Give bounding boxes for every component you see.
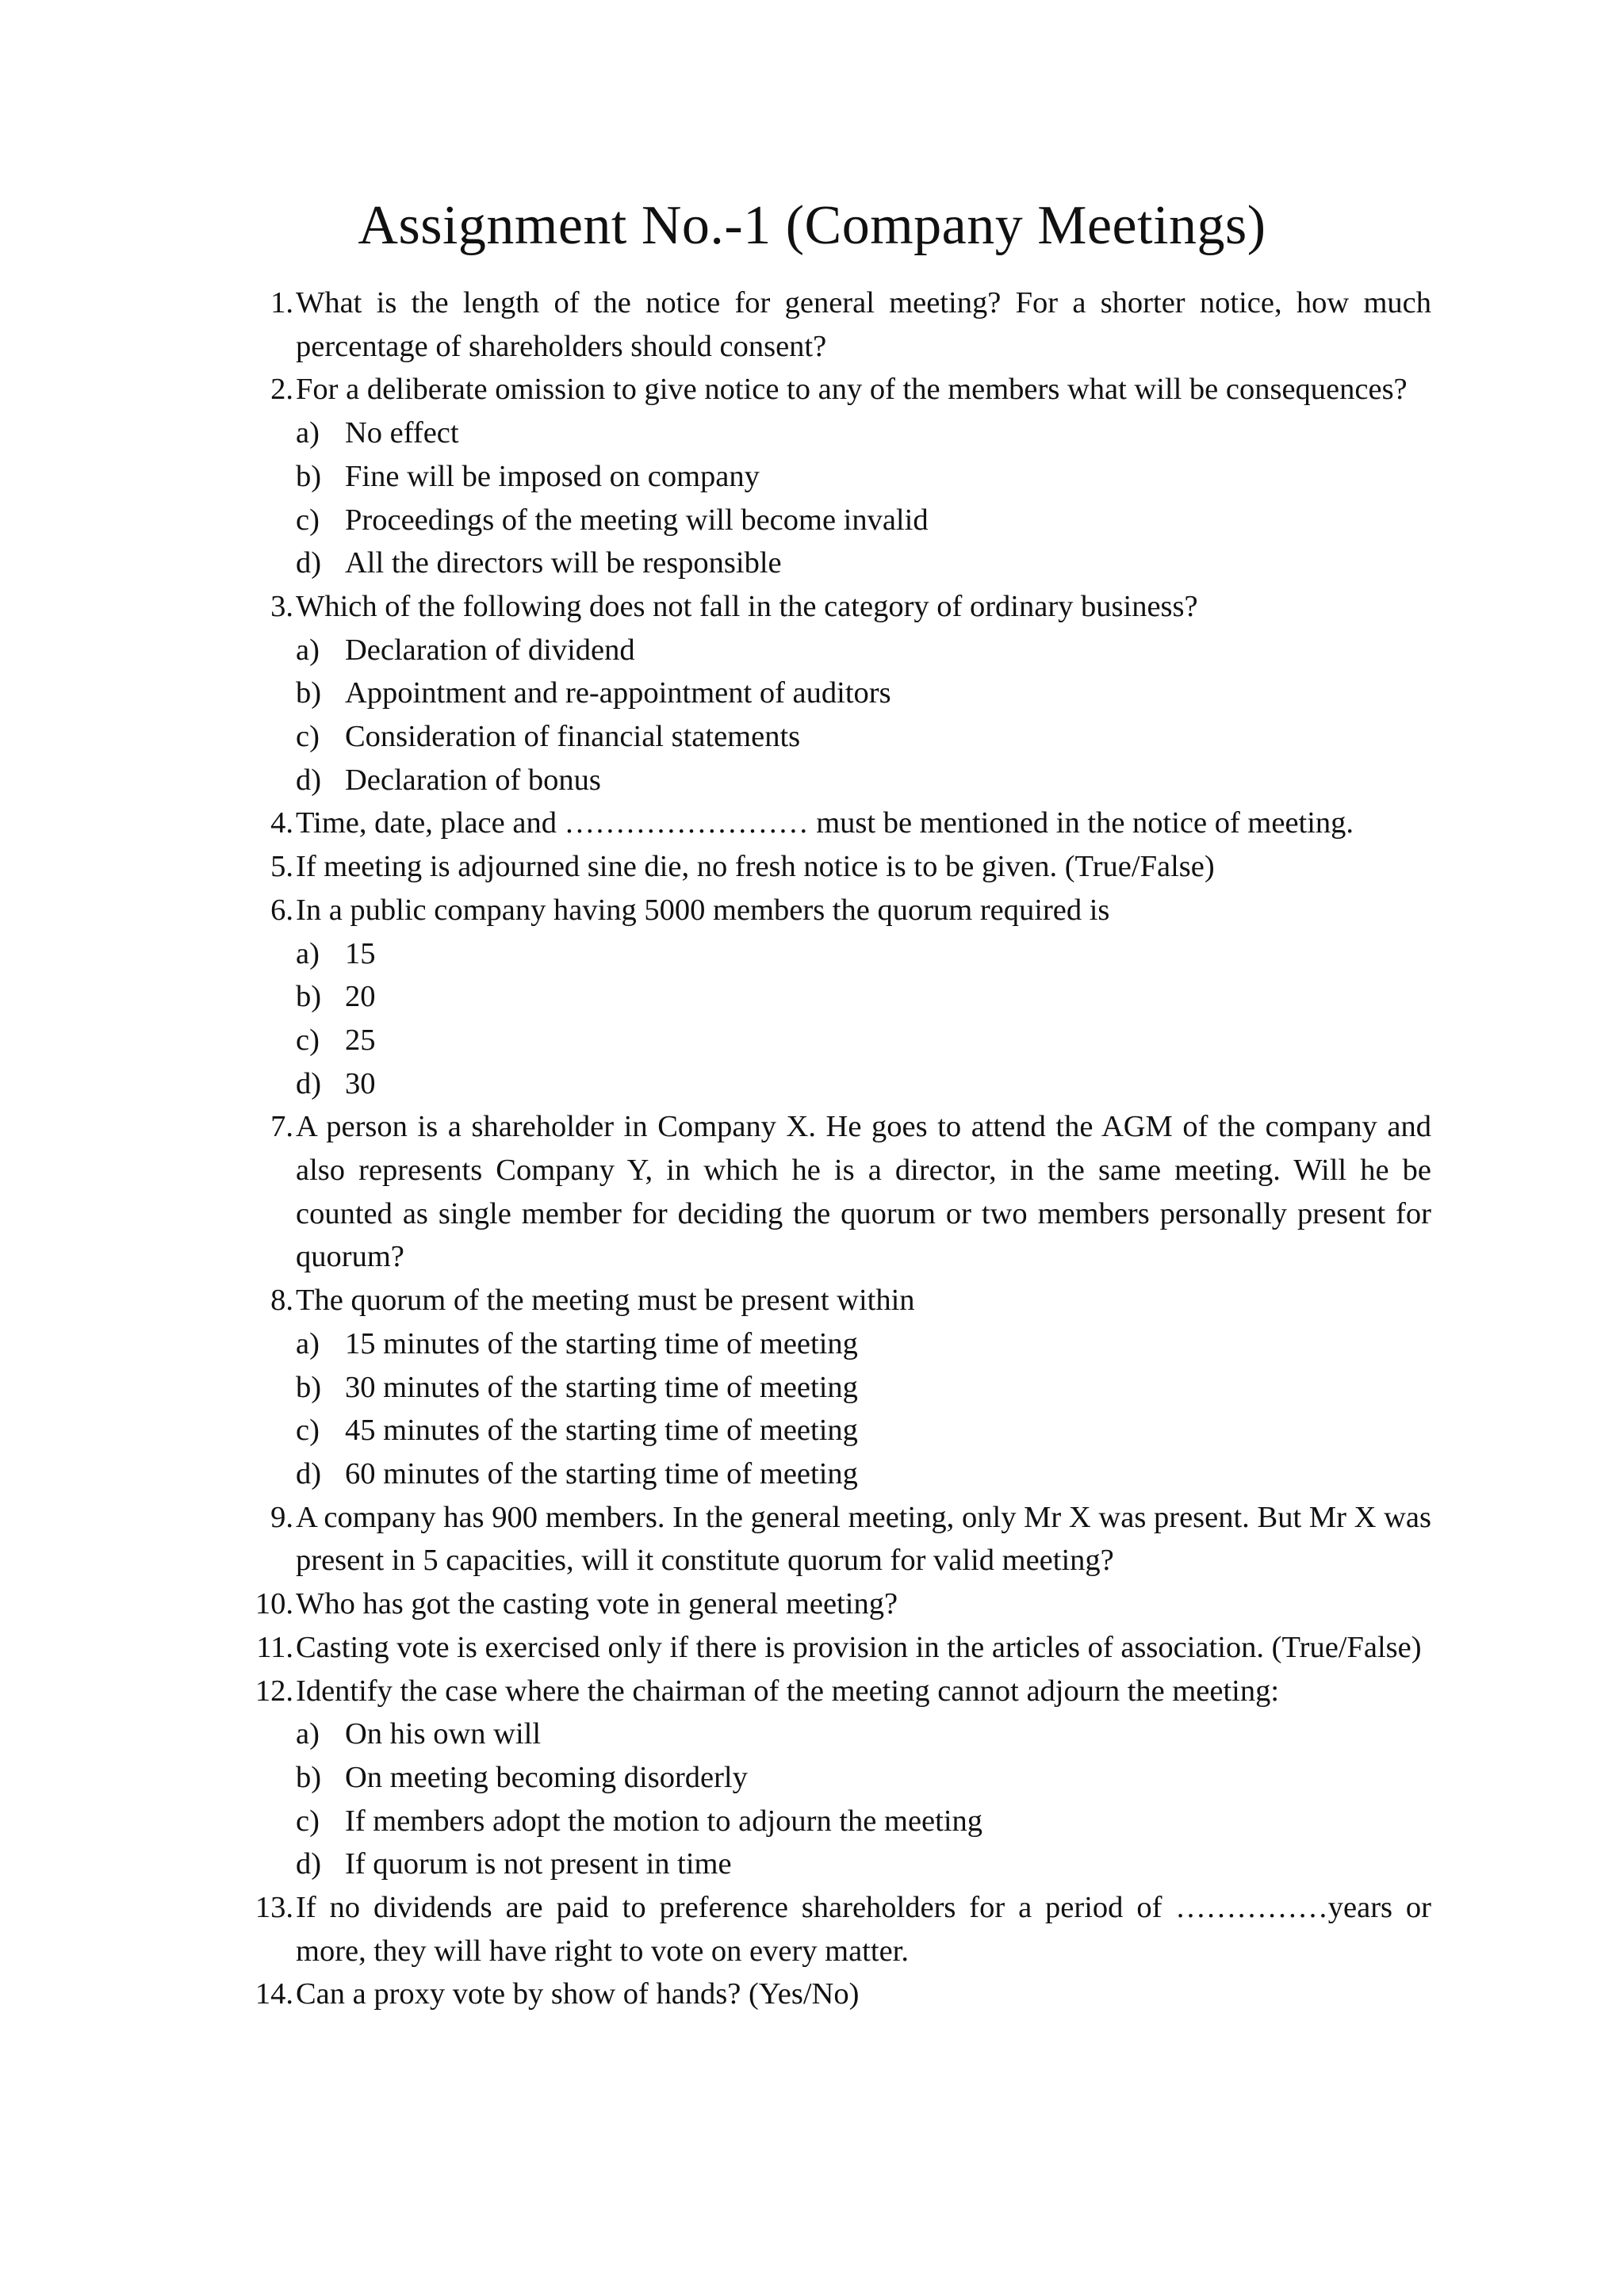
option-list: [296, 932, 1431, 1106]
option-text: If quorum is not present in time: [345, 1847, 732, 1881]
option-label: d): [296, 763, 322, 797]
option-label: b): [296, 459, 322, 493]
page-title: Assignment No.-1 (Company Meetings): [358, 195, 1266, 256]
option-label: a): [296, 1326, 320, 1360]
question-item: [238, 1279, 1431, 1496]
question-item: [238, 1973, 1431, 2016]
option-label: b): [296, 980, 322, 1014]
question-text: Which of the following does not fall in the category of ordinary business?: [296, 589, 1198, 623]
option-text: Declaration of dividend: [345, 633, 635, 667]
option-label: b): [296, 1760, 322, 1794]
question-text: For a deliberate omission to give notice to any of the members what will be consequences?: [296, 373, 1408, 407]
option-item: [296, 629, 1431, 672]
option-list: [296, 411, 1431, 585]
question-number: 8.: [270, 1284, 293, 1318]
option-label: c): [296, 503, 320, 537]
option-item: [296, 672, 1431, 715]
question-number: 11.: [256, 1630, 293, 1664]
option-item: [296, 1409, 1431, 1452]
question-item: [238, 585, 1431, 802]
option-label: c): [296, 1804, 320, 1838]
option-item: [296, 1366, 1431, 1410]
question-number: 12.: [255, 1674, 293, 1708]
option-item: [296, 759, 1431, 802]
question-number: 2.: [270, 373, 293, 407]
question-number: 10.: [255, 1587, 293, 1621]
option-text: Proceedings of the meeting will become invalid: [345, 503, 929, 537]
option-text: 30 minutes of the starting time of meeting: [345, 1370, 858, 1404]
option-label: a): [296, 936, 320, 970]
option-label: a): [296, 416, 320, 450]
question-item: [238, 281, 1431, 368]
option-item: [296, 1843, 1431, 1886]
option-item: [296, 1019, 1431, 1062]
question-text: Time, date, place and …………………… must be mentioned in the notice of meeting.: [296, 806, 1354, 840]
option-text: 25: [345, 1023, 376, 1057]
question-number: 9.: [270, 1500, 293, 1534]
option-item: [296, 932, 1431, 976]
option-item: [296, 1800, 1431, 1843]
option-label: c): [296, 1023, 320, 1057]
option-label: d): [296, 1847, 322, 1881]
question-item: [238, 889, 1431, 1106]
question-list: [238, 281, 1431, 2016]
question-number: 3.: [270, 589, 293, 623]
option-text: Appointment and re-appointment of auditors: [345, 676, 891, 710]
option-list: [296, 629, 1431, 802]
question-text: Casting vote is exercised only if there is provision in the articles of association. (True/False): [296, 1630, 1422, 1664]
option-text: If members adopt the motion to adjourn the meeting: [345, 1804, 983, 1838]
option-item: [296, 499, 1431, 542]
option-text: 15: [345, 936, 376, 970]
option-text: 45 minutes of the starting time of meeting: [345, 1414, 858, 1448]
option-item: [296, 541, 1431, 585]
option-item: [296, 975, 1431, 1019]
question-item: [238, 802, 1431, 845]
question-item: [238, 1105, 1431, 1279]
option-text: Consideration of financial statements: [345, 720, 801, 754]
option-label: a): [296, 1717, 320, 1751]
option-text: On meeting becoming disorderly: [345, 1760, 748, 1794]
question-text: If no dividends are paid to preference shareholders for a period of ……………years or more, they will have right to vote on every matter.: [296, 1891, 1431, 1968]
option-text: On his own will: [345, 1717, 542, 1751]
question-item: [238, 1626, 1431, 1670]
question-text: The quorum of the meeting must be present within: [296, 1284, 915, 1318]
question-number: 6.: [270, 893, 293, 927]
option-text: 15 minutes of the starting time of meeting: [345, 1326, 858, 1360]
option-label: c): [296, 1414, 320, 1448]
option-text: 20: [345, 980, 376, 1014]
option-text: No effect: [345, 416, 459, 450]
option-label: c): [296, 720, 320, 754]
option-label: a): [296, 633, 320, 667]
question-text: Identify the case where the chairman of the meeting cannot adjourn the meeting:: [296, 1674, 1280, 1708]
option-label: d): [296, 1066, 322, 1100]
question-text: In a public company having 5000 members the quorum required is: [296, 893, 1110, 927]
question-text: Who has got the casting vote in general meeting?: [296, 1587, 898, 1621]
option-text: Fine will be imposed on company: [345, 459, 760, 493]
question-item: [238, 1670, 1431, 1887]
question-text: If meeting is adjourned sine die, no fresh notice is to be given. (True/False): [296, 850, 1215, 884]
question-item: [238, 1886, 1431, 1973]
option-item: [296, 1452, 1431, 1496]
option-text: All the directors will be responsible: [345, 546, 782, 580]
option-item: [296, 455, 1431, 499]
option-item: [296, 1712, 1431, 1756]
option-text: 30: [345, 1066, 376, 1100]
question-text: A person is a shareholder in Company X. He goes to attend the AGM of the company and also represents Company Y, in which he is a director, in the same meeting. Will he be counted as single member for deciding the quorum or two members personally present for quorum?: [296, 1110, 1431, 1274]
option-label: b): [296, 1370, 322, 1404]
question-item: [238, 845, 1431, 889]
option-label: b): [296, 676, 322, 710]
option-item: [296, 1322, 1431, 1366]
option-label: d): [296, 1456, 322, 1490]
question-number: 7.: [270, 1110, 293, 1144]
option-text: Declaration of bonus: [345, 763, 601, 797]
question-number: 14.: [255, 1977, 293, 2011]
question-number: 1.: [270, 286, 293, 320]
option-list: [296, 1712, 1431, 1886]
question-text: What is the length of the notice for general meeting? For a shorter notice, how much percentage of shareholders should consent?: [296, 286, 1431, 363]
question-item: [238, 368, 1431, 585]
option-text: 60 minutes of the starting time of meeting: [345, 1456, 858, 1490]
question-text: A company has 900 members. In the general meeting, only Mr X was present. But Mr X was present in 5 capacities, will it constitute quorum for valid meeting?: [296, 1500, 1431, 1578]
option-item: [296, 1062, 1431, 1106]
question-text: Can a proxy vote by show of hands? (Yes/No): [296, 1977, 860, 2011]
question-number: 5.: [270, 850, 293, 884]
option-list: [296, 1322, 1431, 1496]
option-item: [296, 411, 1431, 455]
option-item: [296, 1756, 1431, 1800]
option-item: [296, 715, 1431, 759]
question-item: [238, 1582, 1431, 1626]
question-item: [238, 1496, 1431, 1582]
question-number: 4.: [270, 806, 293, 840]
option-label: d): [296, 546, 322, 580]
question-number: 13.: [255, 1891, 293, 1925]
